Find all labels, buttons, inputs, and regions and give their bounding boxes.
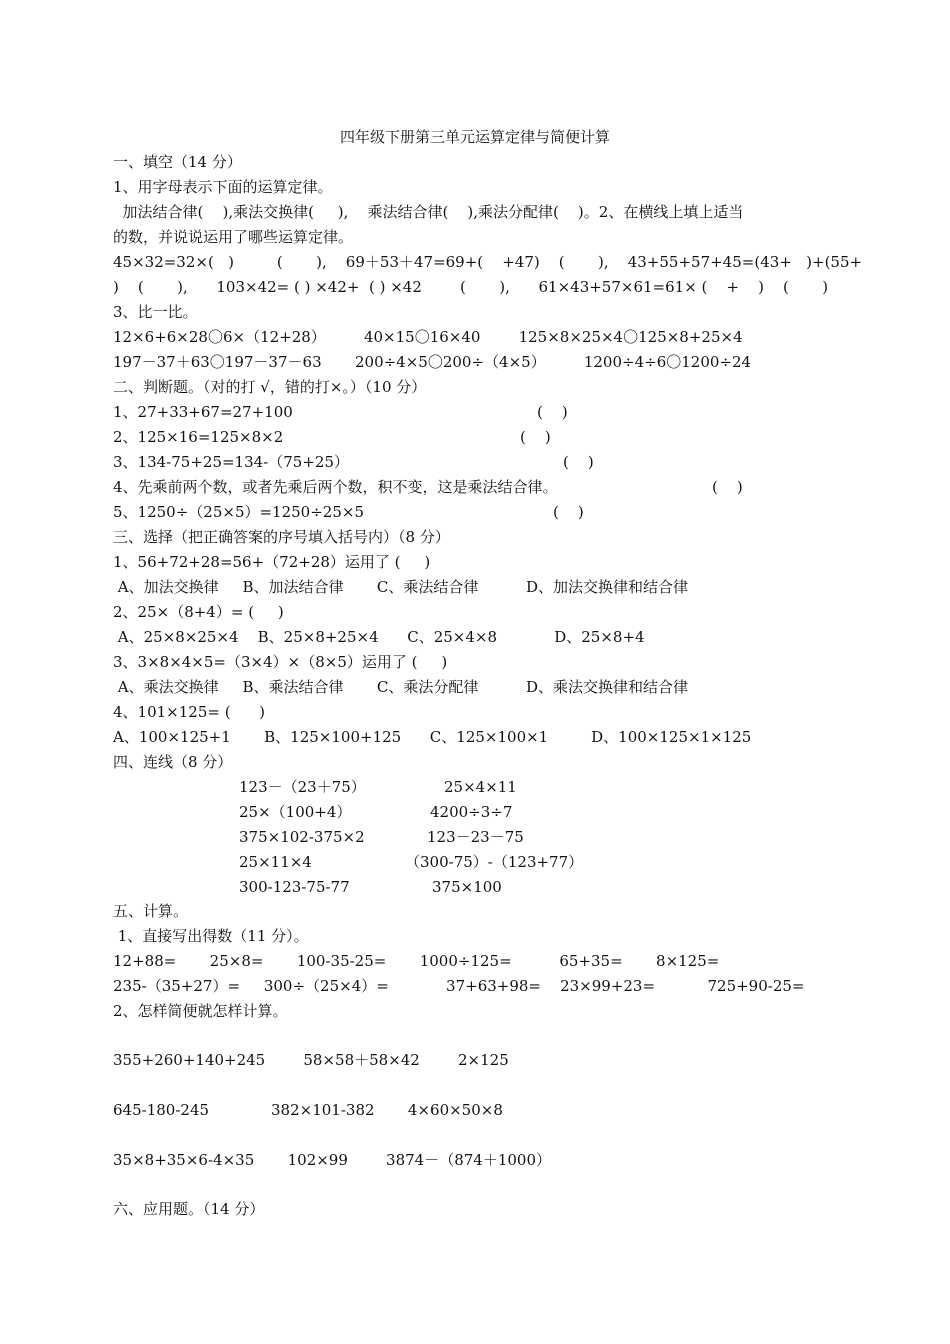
calc-question-1: 1、直接写出得数（11 分）。 bbox=[113, 927, 309, 945]
judge-item-1: 1、27+33+67=27+100 bbox=[113, 403, 293, 421]
simplify-row-1: 355+260+140+245 58×58＋58×42 2×125 bbox=[113, 1051, 509, 1069]
match-left-1: 123－（23＋75） bbox=[239, 778, 366, 796]
section-2-heading: 二、判断题。（对的打 √，错的打×。）（10 分） bbox=[113, 378, 427, 396]
match-right-2: 4200÷3÷7 bbox=[430, 803, 513, 821]
question-1-2-intro: 的数，并说说运用了哪些运算定律。 bbox=[113, 228, 354, 246]
judge-answer-box-4: ( ) bbox=[712, 478, 743, 496]
section-1-heading: 一、填空（14 分） bbox=[113, 153, 242, 171]
judge-item-4: 4、先乘前两个数，或者先乘后两个数，积不变，这是乘法结合律。 bbox=[113, 478, 558, 496]
calc-row-1: 12+88= 25×8= 100-35-25= 1000÷125= 65+35= 8×125= bbox=[113, 952, 720, 970]
simplify-row-2: 645-180-245 382×101-382 4×60×50×8 bbox=[113, 1101, 503, 1119]
match-left-2: 25×（100+4） bbox=[239, 803, 352, 821]
match-right-3: 123－23－75 bbox=[427, 828, 524, 846]
judge-answer-box-1: ( ) bbox=[537, 403, 568, 421]
question-1-1: 1、用字母表示下面的运算定律。 bbox=[113, 178, 333, 196]
judge-item-3: 3、134-75+25=134-（75+25） bbox=[113, 453, 349, 471]
calc-question-2: 2、怎样简便就怎样计算。 bbox=[113, 1002, 288, 1020]
calc-row-2: 235-（35+27）= 300÷（25×4）= 37+63+98= 23×99+23= 725+90-25= bbox=[113, 977, 805, 995]
page-title: 四年级下册第三单元运算定律与简便计算 bbox=[339, 128, 610, 146]
section-3-heading: 三、选择（把正确答案的序号填入括号内）（8 分） bbox=[113, 528, 450, 546]
section-6-heading: 六、应用题。（14 分） bbox=[113, 1200, 265, 1218]
match-left-4: 25×11×4 bbox=[239, 853, 312, 871]
choice-options-3: A、乘法交换律 B、乘法结合律 C、乘法分配律 D、乘法交换律和结合律 bbox=[113, 678, 689, 696]
question-1-1-laws: 加法结合律( ),乘法交换律( ), 乘法结合律( ),乘法分配律( )。2、在横线上填上适当 bbox=[113, 203, 744, 221]
match-left-5: 300-123-75-77 bbox=[239, 878, 350, 896]
choice-question-2: 2、25×（8+4）= ( ) bbox=[113, 603, 284, 621]
judge-answer-box-2: ( ) bbox=[520, 428, 551, 446]
question-1-2-line-a: 45×32=32×( ) ( ), 69＋53＋47=69+( +47) ( ), 43+55+57+45=(43+ )+(55+ bbox=[113, 253, 863, 271]
match-right-5: 375×100 bbox=[432, 878, 502, 896]
section-5-heading: 五、计算。 bbox=[113, 902, 189, 920]
choice-question-4: 4、101×125= ( ) bbox=[113, 703, 266, 721]
judge-item-2: 2、125×16=125×8×2 bbox=[113, 428, 284, 446]
judge-answer-box-5: ( ) bbox=[553, 503, 584, 521]
question-1-2-line-b: ) ( ), 103×42= ( ) ×42+ ( ) ×42 ( ), 61×43+57×61=61× ( + ) ( ) bbox=[113, 278, 829, 296]
judge-answer-box-3: ( ) bbox=[563, 453, 594, 471]
match-right-4: （300-75）-（123+77） bbox=[405, 853, 584, 871]
match-left-3: 375×102-375×2 bbox=[239, 828, 365, 846]
match-right-1: 25×4×11 bbox=[444, 778, 517, 796]
choice-options-2: A、25×8×25×4 B、25×8+25×4 C、25×4×8 D、25×8+4 bbox=[113, 628, 645, 646]
choice-question-1: 1、56+72+28=56+（72+28）运用了 ( ) bbox=[113, 553, 431, 571]
judge-item-5: 5、1250÷（25×5）=1250÷25×5 bbox=[113, 503, 364, 521]
choice-question-3: 3、3×8×4×5=（3×4）×（8×5）运用了 ( ) bbox=[113, 653, 448, 671]
simplify-row-3: 35×8+35×6-4×35 102×99 3874－（874＋1000） bbox=[113, 1151, 552, 1169]
question-1-3-line-a: 12×6+6×28〇6×（12+28） 40×15〇16×40 125×8×25×4〇125×8+25×4 bbox=[113, 328, 743, 346]
question-1-3-line-b: 197－37＋63〇197－37－63 200÷4×5〇200÷（4×5） 1200÷4÷6〇1200÷24 bbox=[113, 353, 752, 371]
question-1-3: 3、比一比。 bbox=[113, 303, 198, 321]
section-4-heading: 四、连线（8 分） bbox=[113, 753, 233, 771]
choice-options-4: A、100×125+1 B、125×100+125 C、125×100×1 D、100×125×1×125 bbox=[113, 728, 752, 746]
choice-options-1: A、加法交换律 B、加法结合律 C、乘法结合律 D、加法交换律和结合律 bbox=[113, 578, 689, 596]
